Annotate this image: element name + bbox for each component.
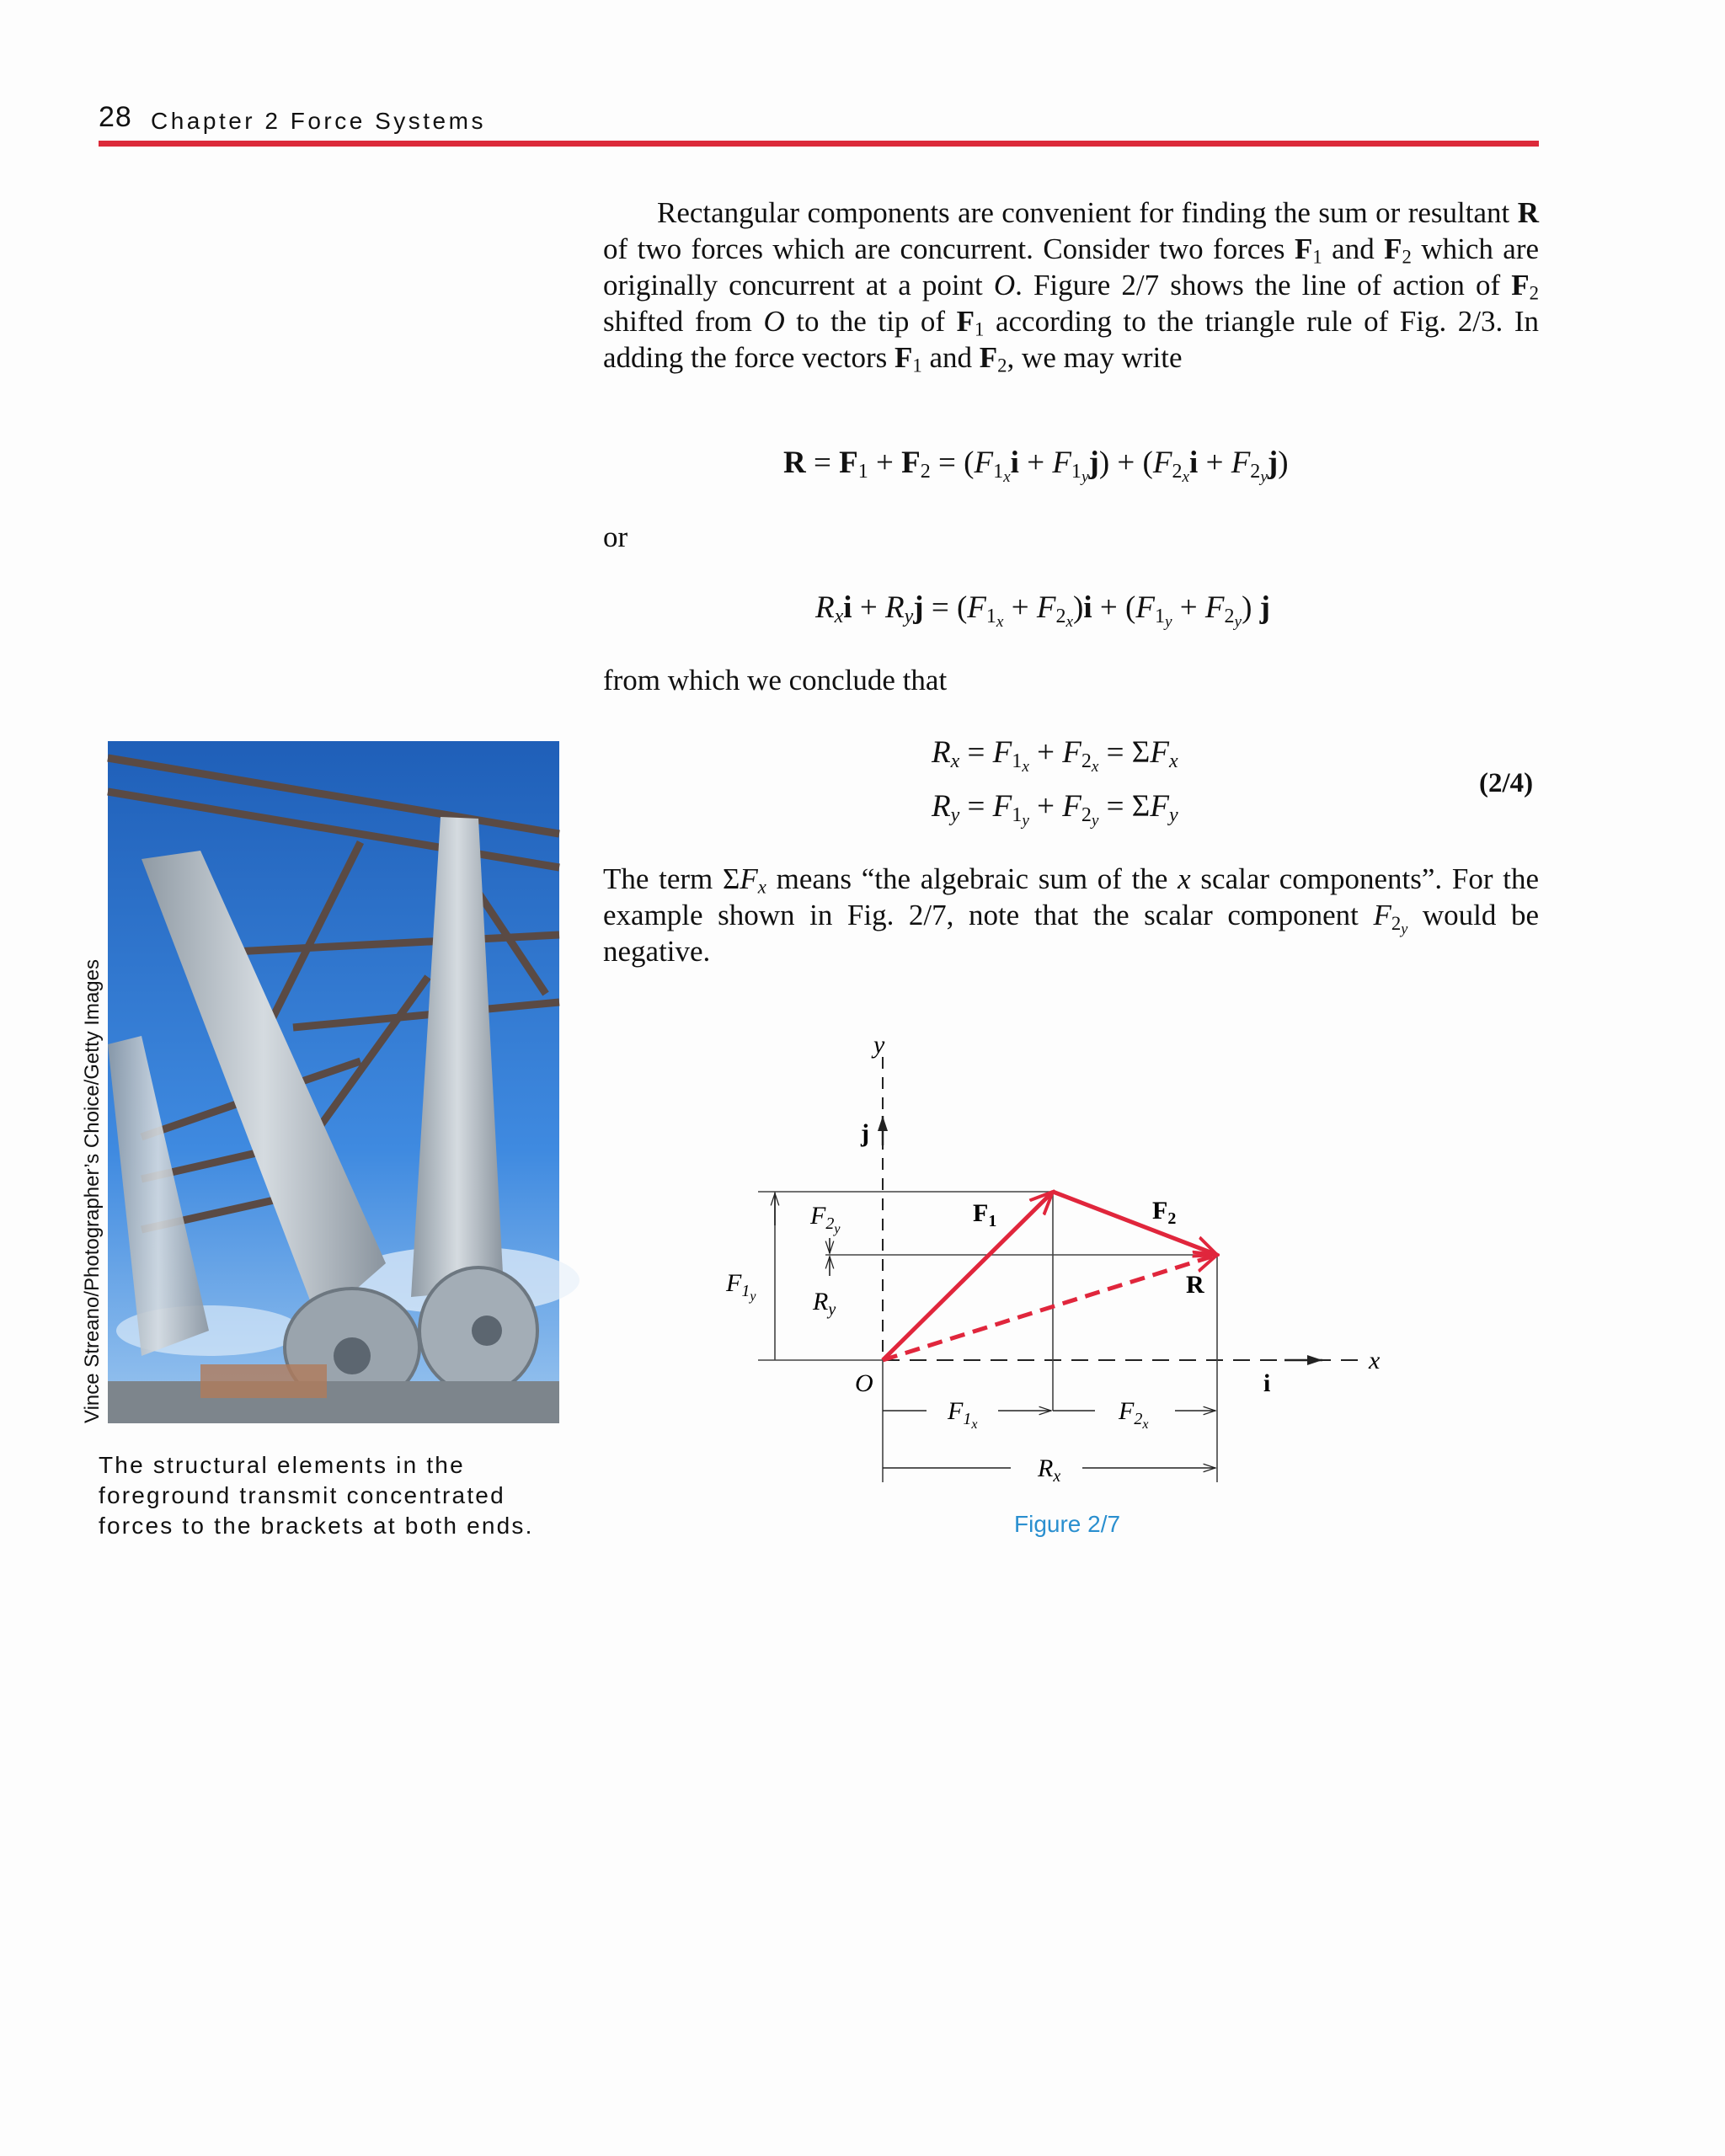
page-header — [99, 99, 1539, 150]
label-unit-i: i — [1263, 1369, 1271, 1397]
equation-resultant-sum: $R = F_1 + F_2 = (F_{1_x}i + F_{1_y}j) + (F_{2_x}i + F_{2_y}j)$ — [783, 446, 1289, 486]
or-text: or — [603, 520, 628, 553]
photo-caption: The structural elements in the foreground transmit concentrated forces to the brackets at both ends. — [99, 1452, 534, 1539]
label-x-axis: x — [1369, 1347, 1381, 1374]
term-paragraph: The term $\Sigma F_x$ means “the algebraic sum of the x scalar components”. For the example shown in Fig. 2/7, note that the scalar component $F_{2_y}$ would be negative. — [603, 862, 1539, 968]
figure-label: Figure 2/7 — [1014, 1511, 1121, 1537]
conclude-text: from which we conclude that — [603, 664, 948, 696]
label-ry: $R_y$ — [813, 1288, 836, 1319]
label-rx: $R_x$ — [1038, 1454, 1061, 1486]
intro-paragraph: Rectangular components are convenient for finding the sum or resultant R of two forces which are concurrent. Consider two forces $F_1$ and $F_2$ which are originally concurrent at a point O. Figure 2/7 shows the line of action of $F_2$ shifted from O to the tip of $F_1$ according to the triangle rule of Fig. 2/3. In adding the force vectors $F_1$ and $F_2$, we may write — [603, 196, 1540, 376]
label-unit-j: j — [861, 1119, 869, 1147]
vector-r — [883, 1255, 1217, 1360]
structure-photo-illustration — [108, 741, 559, 1423]
label-r: R — [1186, 1271, 1204, 1299]
chapter-title: Chapter 2 Force Systems — [151, 108, 486, 134]
figure-2-7 — [726, 1023, 1415, 1503]
label-f1x: $F_1x$ — [948, 1397, 978, 1432]
vector-f1 — [883, 1192, 1053, 1360]
equation-ry: $R_y = F_{1_y} + F_{2_y} = \Sigma F_y$ — [932, 789, 1178, 830]
label-f2: $F_2$ — [1152, 1197, 1177, 1228]
structure-photo — [108, 741, 559, 1423]
label-f2x: $F_2x$ — [1119, 1397, 1149, 1432]
vector-f2 — [1053, 1192, 1217, 1255]
label-f1y: $F_1y$ — [726, 1269, 756, 1304]
equation-rx: $R_x = F_{1_x} + F_{2_x} = \Sigma F_x$ — [932, 735, 1178, 776]
header-rule — [99, 141, 1539, 147]
equation-number: (2/4) — [1479, 768, 1534, 798]
label-y-axis: y — [873, 1031, 885, 1059]
label-f2y: $F_2y$ — [810, 1202, 841, 1236]
label-f1: $F_1$ — [973, 1199, 997, 1230]
equation-component-sum: $R_xi + R_yj = (F_{1_x} + F_{2_x})i + (F_{1_y} + F_{2_y})$ j — [815, 590, 1270, 631]
photo-credit: Vince Streano/Photographer’s Choice/Getty Images — [81, 959, 104, 1423]
page-number: 28 — [99, 101, 132, 133]
vector-diagram — [726, 1023, 1415, 1503]
label-origin: O — [855, 1369, 873, 1397]
